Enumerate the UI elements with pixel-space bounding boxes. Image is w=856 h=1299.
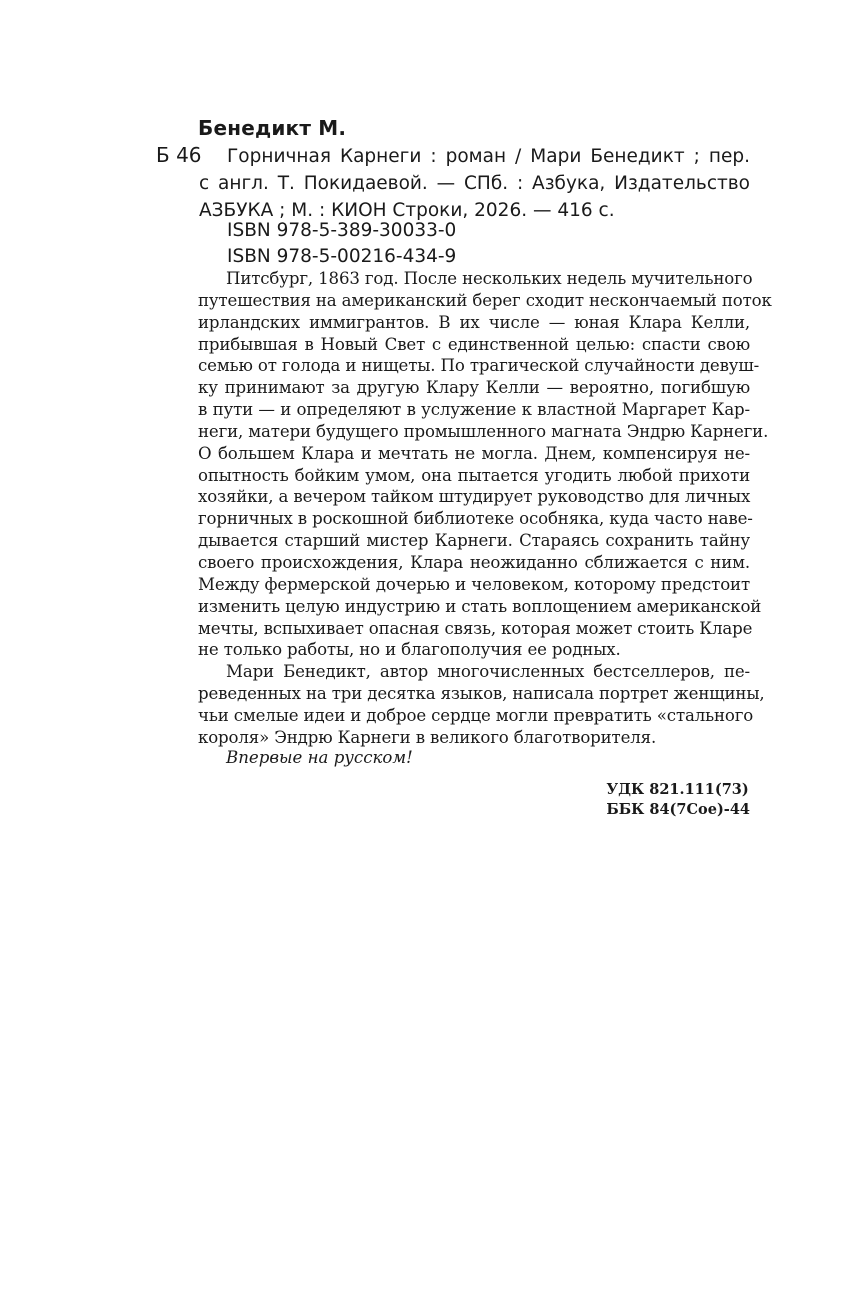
classification-codes bbox=[606, 780, 750, 820]
annotation-line: короля» Эндрю Карнеги в великого благотворителя. bbox=[198, 727, 657, 747]
annotation-line: чьи смелые идеи и доброе сердце могли превратить «стального bbox=[198, 705, 754, 725]
annotation-line: неги, матери будущего промышленного магната Эндрю Карнеги. bbox=[198, 421, 769, 441]
bibliographic-line: с англ. Т. Покидаевой. — СПб. : Азбука, Издательство bbox=[199, 173, 750, 194]
call-number: Б 46 bbox=[156, 143, 202, 167]
annotation-line: мечты, вспыхивает опасная связь, которая может стоить Кларе bbox=[198, 618, 753, 638]
annotation-line: своего происхождения, Клара неожиданно сближается с ним. bbox=[198, 552, 750, 572]
annotation-line: Между фермерской дочерью и человеком, которому предстоит bbox=[198, 574, 750, 594]
author-heading: Бенедикт М. bbox=[198, 116, 347, 140]
annotation-line: Питсбург, 1863 год. После нескольких недель мучительного bbox=[226, 269, 753, 288]
annotation-line: Мари Бенедикт, автор многочисленных бестселлеров, пе- bbox=[226, 662, 750, 682]
annotation-line: семью от голода и нищеты. По трагической случайности девуш- bbox=[198, 356, 760, 376]
annotation-line: хозяйки, а вечером тайком штудирует руководство для личных bbox=[198, 487, 751, 507]
annotation-line: ирландских иммигрантов. В их числе — юная Клара Келли, bbox=[198, 312, 750, 332]
annotation-line: ку принимают за другую Клару Келли — вероятно, погибшую bbox=[198, 378, 750, 398]
isbn-line: ISBN 978-5-389-30033-0 bbox=[227, 220, 457, 241]
annotation-line: опытность бойким умом, она пытается угодить любой прихоти bbox=[198, 465, 750, 485]
annotation-line: не только работы, но и благополучия ее родных. bbox=[198, 640, 621, 660]
annotation-line: путешествия на американский берег сходит нескончаемый поток bbox=[198, 290, 772, 310]
annotation bbox=[198, 268, 772, 749]
annotation-line: прибывшая в Новый Свет с единственной целью: спасти свою bbox=[198, 334, 750, 354]
closing-note: Впервые на русском! bbox=[226, 748, 413, 767]
bbk-code: ББК 84(7Сое)-44 bbox=[606, 801, 750, 818]
annotation-line: горничных в роскошной библиотеке особняка, куда часто наве- bbox=[198, 509, 753, 529]
udk-code: УДК 821.111(73) bbox=[606, 781, 749, 798]
isbn-line: ISBN 978-5-00216-434-9 bbox=[227, 246, 457, 267]
bibliographic-line: АЗБУКА ; М. : КИОН Строки, 2026. — 416 с. bbox=[199, 200, 615, 221]
annotation-line: реведенных на три десятка языков, написала портрет женщины, bbox=[198, 684, 765, 704]
bibliographic-line: Горничная Карнеги : роман / Мари Бенедикт ; пер. bbox=[227, 146, 750, 167]
annotation-line: изменить целую индустрию и стать воплощением американской bbox=[198, 596, 762, 616]
annotation-line: дывается старший мистер Карнеги. Стараясь сохранить тайну bbox=[198, 531, 750, 551]
annotation-line: в пути — и определяют в услужение к властной Маргарет Кар- bbox=[198, 400, 750, 420]
bibliographic-record bbox=[199, 143, 750, 224]
annotation-line: О большем Клара и мечтать не могла. Днем, компенсируя не- bbox=[198, 443, 750, 463]
